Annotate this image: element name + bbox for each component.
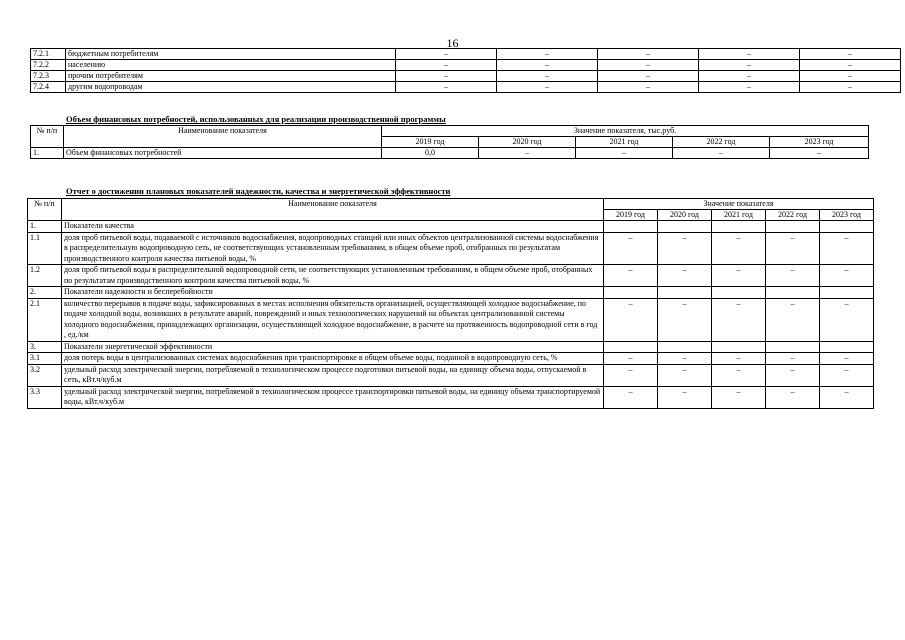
- row-number: 7.2.2: [31, 60, 66, 71]
- empty-cell: [712, 221, 766, 233]
- empty-cell: [820, 221, 874, 233]
- row-value: –: [658, 353, 712, 365]
- row-value: –: [396, 60, 497, 71]
- table-row: [31, 49, 901, 60]
- row-value: –: [598, 49, 699, 60]
- row-value: –: [497, 49, 598, 60]
- empty-cell: [766, 341, 820, 353]
- row-value: –: [800, 60, 901, 71]
- row-value: –: [598, 60, 699, 71]
- row-value: –: [699, 60, 800, 71]
- section-title: Показатели качества: [62, 221, 604, 233]
- empty-cell: [658, 287, 712, 299]
- row-value: –: [766, 232, 820, 265]
- row-value: –: [598, 71, 699, 82]
- row-value: –: [699, 82, 800, 93]
- row-value: –: [497, 82, 598, 93]
- row-value: –: [800, 49, 901, 60]
- row-value: –: [658, 364, 712, 386]
- row-value: –: [604, 353, 658, 365]
- header-value: Значение показателя: [604, 199, 874, 210]
- table-finance: [30, 125, 869, 159]
- section-title: Показатели надежности и бесперебойности: [62, 287, 604, 299]
- header-name: Наименование показателя: [62, 199, 604, 221]
- table-row: [28, 364, 874, 386]
- row-number: 2.1: [28, 298, 62, 341]
- year-header: 2021 год: [712, 210, 766, 221]
- row-value: –: [479, 148, 576, 159]
- row-number: 7.2.1: [31, 49, 66, 60]
- indicator-name: количество перерывов в подаче воды, зафиксированных в местах исполнения обязательств организацией, осуществляющей холодное водоснабжение, по подаче холодной воды, возникших в результате аварий, повреждений и иных технологических нарушений на объектах централизованной системы холодного водоснабжения, принадлежащих организации, осуществляющей холодное водоснабжение, в расчете на протяженность водопроводной сети в год , ед./км: [62, 298, 604, 341]
- year-header: 2023 год: [770, 137, 869, 148]
- row-value: –: [820, 265, 874, 287]
- header-num: № п/п: [31, 126, 64, 148]
- empty-cell: [658, 221, 712, 233]
- row-value: –: [658, 265, 712, 287]
- row-value: –: [820, 353, 874, 365]
- row-value: –: [576, 148, 673, 159]
- table-row: [28, 386, 874, 408]
- year-header: 2021 год: [576, 137, 673, 148]
- row-value: 0,0: [382, 148, 479, 159]
- row-value: –: [766, 298, 820, 341]
- row-name: бюджетным потребителям: [66, 49, 396, 60]
- empty-cell: [604, 221, 658, 233]
- year-header: 2020 год: [479, 137, 576, 148]
- row-value: –: [712, 232, 766, 265]
- indicator-name: удельный расход электрической энергии, потребляемой в технологическом процессе транспортировки питьевой воды, на единицу объема транспортируемой воды, кВт.ч/куб.м: [62, 386, 604, 408]
- page-number: 16: [446, 36, 459, 50]
- row-value: –: [604, 265, 658, 287]
- year-header: 2023 год: [820, 210, 874, 221]
- indicator-name: доля проб питьевой воды, подаваемой с источников водоснабжения, водопроводных станций или иных объектов централизованной системы водоснабжения в распределительную водопроводную сеть, не соответствующих установленным требованиям, в общем объеме проб, отобранных по результатам производственного контроля качества питьевой воды, %: [62, 232, 604, 265]
- finance-table-caption: Объем финансовых потребностей, использованных для реализации производственной программы: [66, 114, 446, 124]
- row-value: –: [712, 298, 766, 341]
- table-row: [28, 353, 874, 365]
- section-row: [28, 341, 874, 353]
- table-row: [31, 82, 901, 93]
- row-value: –: [699, 71, 800, 82]
- row-value: –: [820, 298, 874, 341]
- year-header: 2022 год: [673, 137, 770, 148]
- row-value: –: [658, 298, 712, 341]
- row-number: 3.3: [28, 386, 62, 408]
- row-value: –: [497, 60, 598, 71]
- empty-cell: [820, 287, 874, 299]
- section-row: [28, 221, 874, 233]
- row-value: –: [604, 298, 658, 341]
- table-row: [28, 298, 874, 341]
- table-consumers: [30, 48, 901, 93]
- row-value: –: [820, 364, 874, 386]
- table-row: [31, 60, 901, 71]
- row-number: 3.1: [28, 353, 62, 365]
- empty-cell: [766, 287, 820, 299]
- row-number: 1.1: [28, 232, 62, 265]
- row-name: Объем финансовых потребностей: [64, 148, 382, 159]
- row-value: –: [497, 71, 598, 82]
- row-number: 2.: [28, 287, 62, 299]
- row-value: –: [820, 232, 874, 265]
- row-number: 1.2: [28, 265, 62, 287]
- row-value: –: [604, 232, 658, 265]
- table-row: [28, 232, 874, 265]
- row-value: –: [712, 353, 766, 365]
- empty-cell: [712, 341, 766, 353]
- row-value: –: [604, 364, 658, 386]
- indicators-table-caption: Отчет о достижении плановых показателей надежности, качества и энергетической эффективности: [66, 186, 451, 196]
- row-value: –: [766, 353, 820, 365]
- empty-cell: [604, 287, 658, 299]
- year-header: 2019 год: [604, 210, 658, 221]
- header-value: Значение показателя, тыс.руб.: [382, 126, 869, 137]
- row-value: –: [673, 148, 770, 159]
- section-row: [28, 287, 874, 299]
- row-value: –: [766, 364, 820, 386]
- row-value: –: [658, 386, 712, 408]
- row-value: –: [712, 364, 766, 386]
- row-number: 1.: [31, 148, 64, 159]
- row-name: населению: [66, 60, 396, 71]
- header-name: Наименование показателя: [64, 126, 382, 148]
- indicator-name: удельный расход электрической энергии, потребляемой в технологическом процессе подготовки питьевой воды, на единицу объема воды, отпускаемой в сеть, кВт.ч/куб.м: [62, 364, 604, 386]
- row-number: 1.: [28, 221, 62, 233]
- year-header: 2022 год: [766, 210, 820, 221]
- row-value: –: [770, 148, 869, 159]
- row-number: 3.2: [28, 364, 62, 386]
- row-value: –: [800, 82, 901, 93]
- indicator-name: доля потерь воды в централизованных системах водоснабжения при транспортировке в общем объеме воды, поданной в водопроводную сеть, %: [62, 353, 604, 365]
- row-value: –: [396, 71, 497, 82]
- row-value: –: [820, 386, 874, 408]
- year-header: 2020 год: [658, 210, 712, 221]
- row-name: прочим потребителям: [66, 71, 396, 82]
- row-value: –: [658, 232, 712, 265]
- row-number: 7.2.4: [31, 82, 66, 93]
- indicator-name: доля проб питьевой воды в распределительной водопроводной сети, не соответствующих установленным требованиям, в общем объеме проб, отобранных по результатам производственного контроля качества питьевой воды, %: [62, 265, 604, 287]
- row-value: –: [766, 386, 820, 408]
- row-name: другим водопроводам: [66, 82, 396, 93]
- table-indicators: [27, 198, 874, 409]
- empty-cell: [766, 221, 820, 233]
- row-value: –: [699, 49, 800, 60]
- empty-cell: [604, 341, 658, 353]
- row-value: –: [396, 82, 497, 93]
- row-value: –: [766, 265, 820, 287]
- empty-cell: [820, 341, 874, 353]
- row-value: –: [604, 386, 658, 408]
- row-number: 3.: [28, 341, 62, 353]
- table-row: [31, 148, 869, 159]
- row-value: –: [712, 386, 766, 408]
- table-row: [28, 265, 874, 287]
- section-title: Показатели энергетической эффективности: [62, 341, 604, 353]
- table-row: [31, 71, 901, 82]
- empty-cell: [658, 341, 712, 353]
- row-value: –: [598, 82, 699, 93]
- row-number: 7.2.3: [31, 71, 66, 82]
- row-value: –: [800, 71, 901, 82]
- header-num: № п/п: [28, 199, 62, 221]
- row-value: –: [712, 265, 766, 287]
- year-header: 2019 год: [382, 137, 479, 148]
- row-value: –: [396, 49, 497, 60]
- empty-cell: [712, 287, 766, 299]
